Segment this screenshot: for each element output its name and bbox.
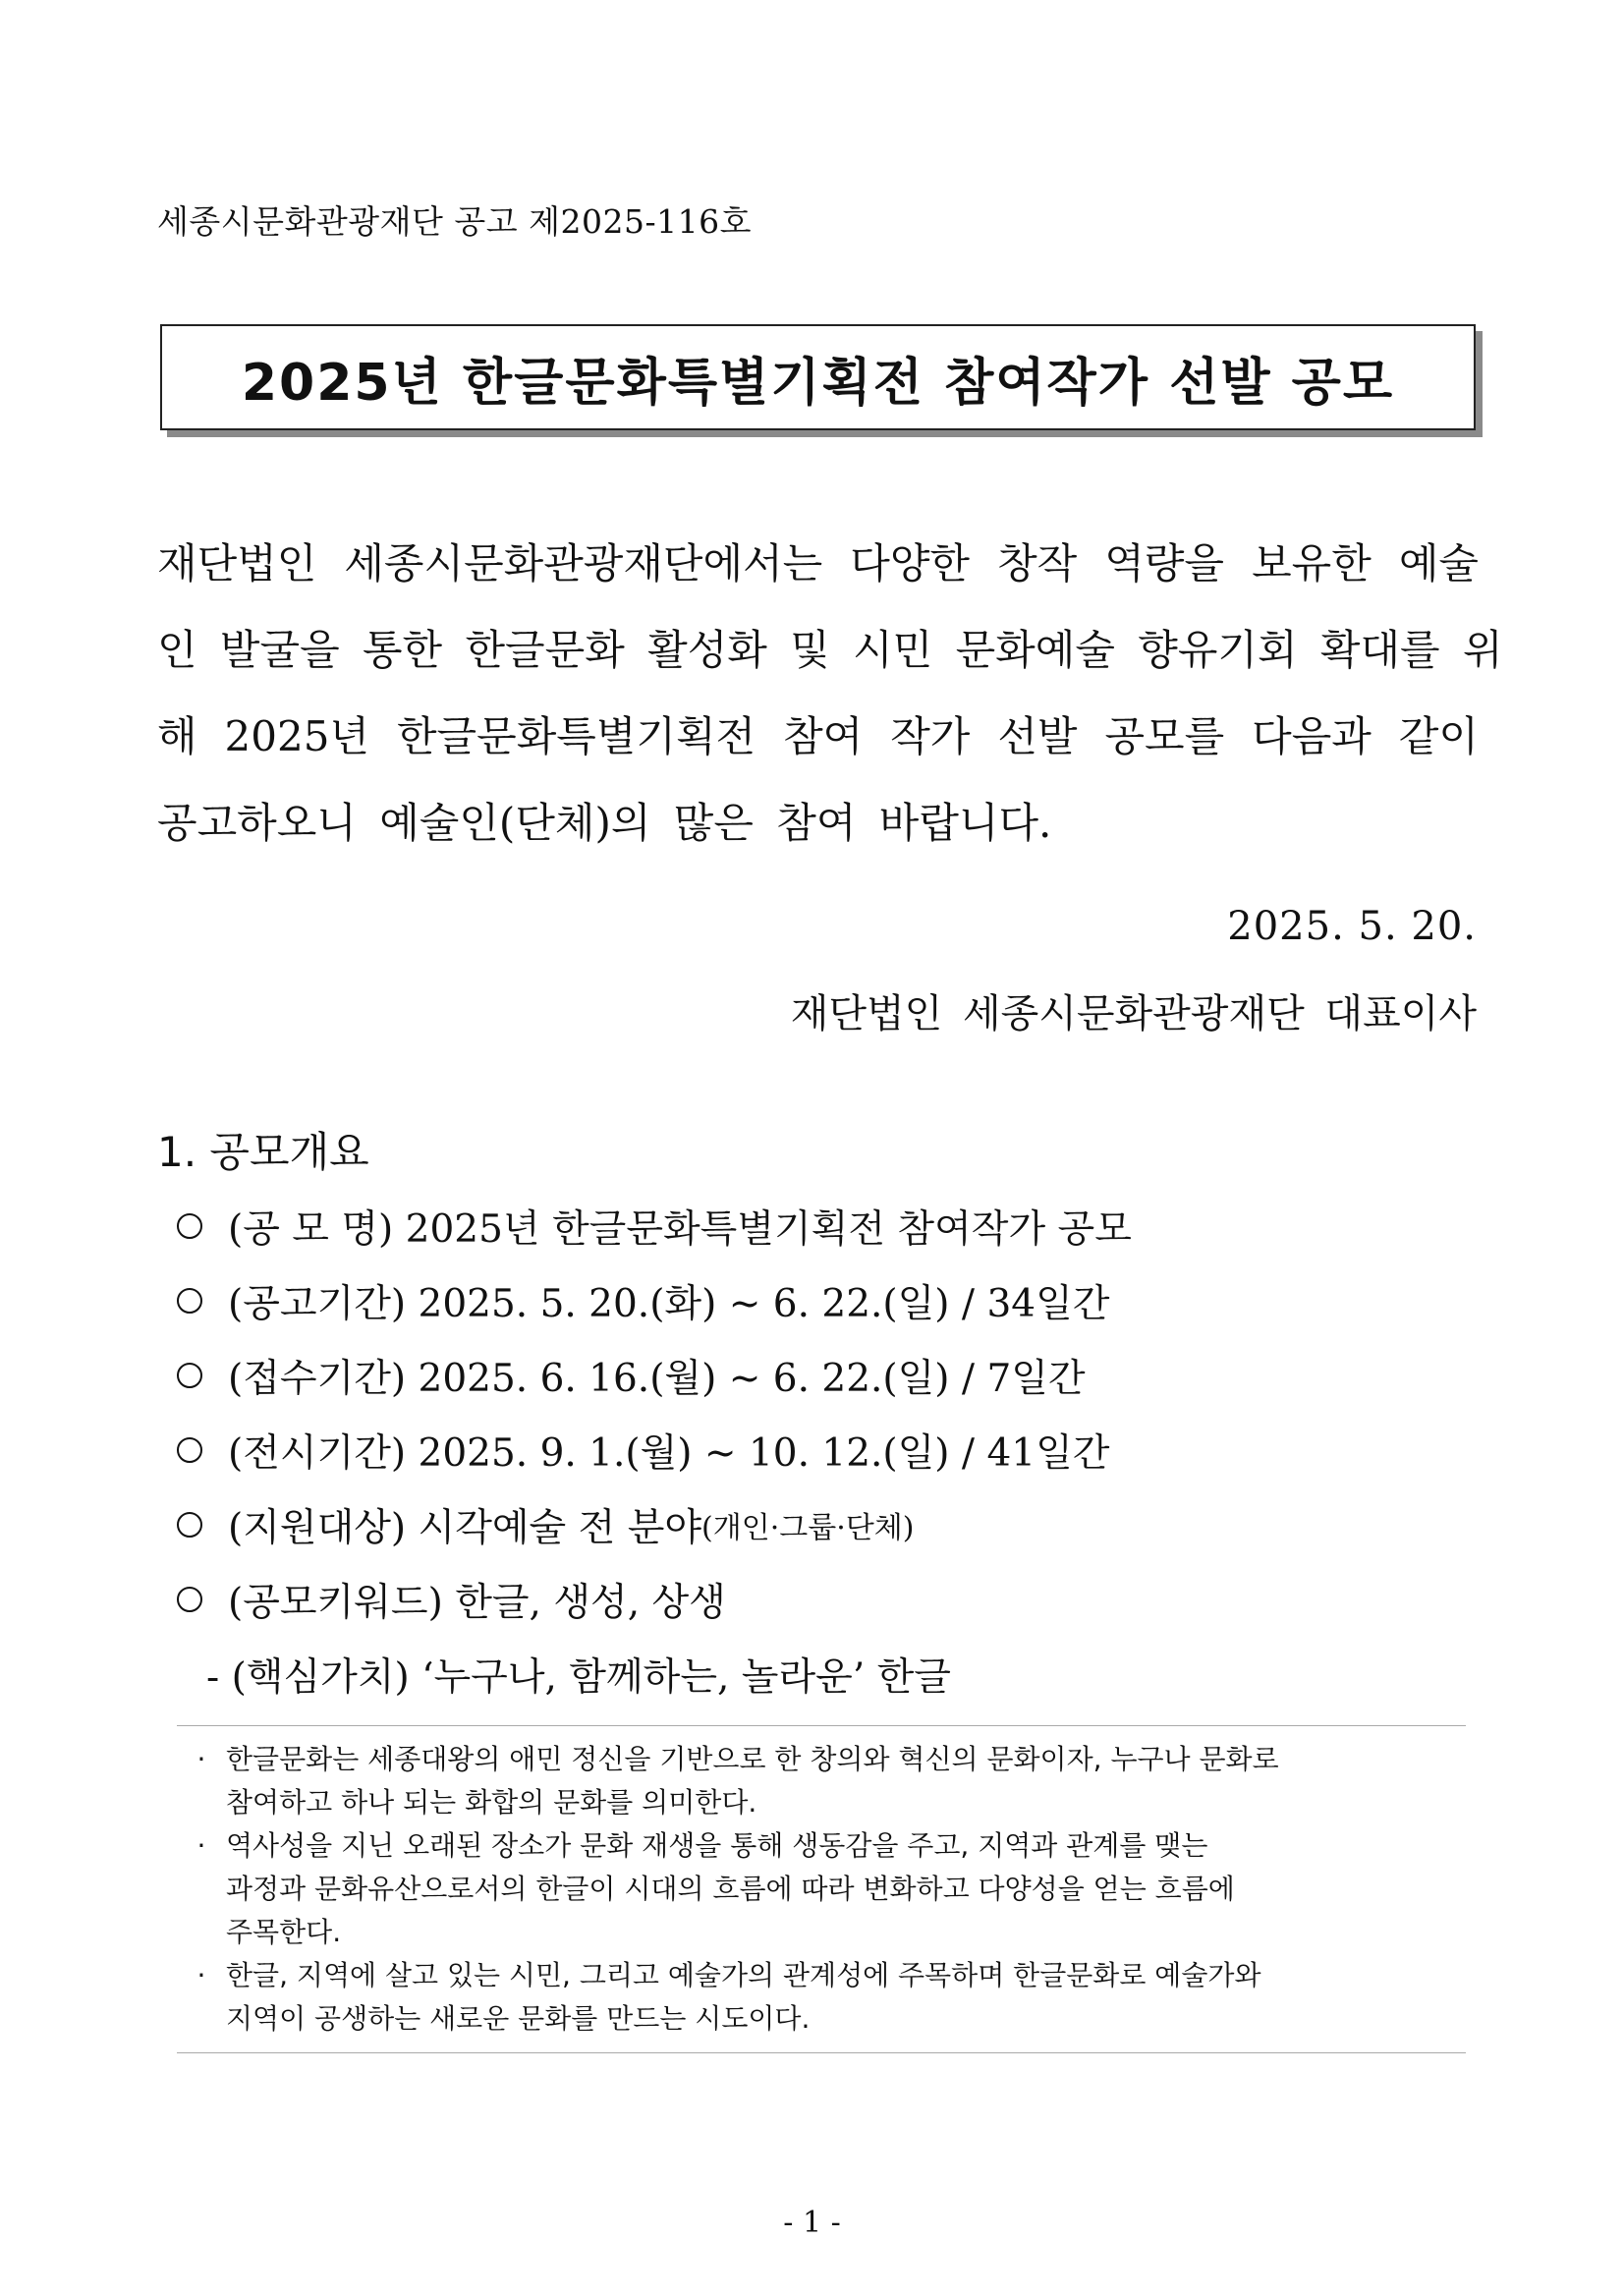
circle-bullet-icon xyxy=(177,1288,202,1314)
note-line: 역사성을 지닌 오래된 장소가 문화 재생을 통해 생동감을 주고, 지역과 관계를 맺는 xyxy=(226,1829,1208,1862)
list-item-text: (접수기간) 2025. 6. 16.(월) ~ 6. 22.(일) / 7일간 xyxy=(228,1357,1086,1401)
note-line: 참여하고 하나 되는 화합의 문화를 의미한다. xyxy=(226,1786,757,1819)
list-item-text: (공모키워드) 한글, 생성, 상생 xyxy=(228,1581,726,1625)
dot-bullet-icon: · xyxy=(196,1743,206,1775)
list-item xyxy=(177,1189,1474,1263)
circle-bullet-icon xyxy=(177,1437,202,1463)
list-item xyxy=(177,1263,1474,1338)
intro-line: 해 2025년 한글문화특별기획전 참여 작가 선발 공모를 다음과 같이 xyxy=(157,712,1479,760)
notice-number: 세종시문화관광재단 공고 제2025-116호 xyxy=(157,202,753,241)
note-item xyxy=(177,1824,1466,1954)
note-line: 한글문화는 세종대왕의 애민 정신을 기반으로 한 창의와 혁신의 문화이자, 누구나 문화로 xyxy=(226,1743,1279,1775)
announcement-date: 2025. 5. 20. xyxy=(1227,904,1477,949)
note-item xyxy=(177,1954,1466,2041)
intro-paragraph xyxy=(157,521,1503,867)
title-box xyxy=(160,324,1476,430)
circle-bullet-icon xyxy=(177,1587,202,1612)
dot-bullet-icon: · xyxy=(196,1959,206,1991)
circle-bullet-icon xyxy=(177,1512,202,1538)
note-line: 과정과 문화유산으로서의 한글이 시대의 흐름에 따라 변화하고 다양성을 얻는 흐름에 xyxy=(226,1873,1235,1905)
note-item xyxy=(177,1738,1466,1824)
intro-line: 공고하오니 예술인(단체)의 많은 참여 바랍니다. xyxy=(157,799,1052,847)
issuer: 재단법인 세종시문화관광재단 대표이사 xyxy=(790,991,1477,1036)
list-item xyxy=(177,1338,1474,1413)
circle-bullet-icon xyxy=(177,1363,202,1388)
list-item xyxy=(177,1413,1474,1487)
overview-list xyxy=(177,1189,1474,1711)
list-item-text: (지원대상) 시각예술 전 분야 xyxy=(228,1506,702,1550)
list-item-text: (공 모 명) 2025년 한글문화특별기획전 참여작가 공모 xyxy=(228,1207,1132,1252)
dot-bullet-icon: · xyxy=(196,1829,206,1862)
note-line: 한글, 지역에 살고 있는 시민, 그리고 예술가의 관계성에 주목하며 한글문화로 예술가와 xyxy=(226,1959,1261,1991)
document-title: 2025년 한글문화특별기획전 참여작가 선발 공모 xyxy=(241,353,1395,413)
circle-bullet-icon xyxy=(177,1213,202,1239)
intro-line: 인 발굴을 통한 한글문화 활성화 및 시민 문화예술 향유기회 확대를 위 xyxy=(157,626,1503,674)
list-item-text: (공고기간) 2025. 5. 20.(화) ~ 6. 22.(일) / 34일간 xyxy=(228,1282,1110,1326)
section-title: 1. 공모개요 xyxy=(157,1128,369,1176)
intro-line: 재단법인 세종시문화관광재단에서는 다양한 창작 역량을 보유한 예술 xyxy=(157,539,1479,588)
note-line: 주목한다. xyxy=(226,1916,342,1948)
list-item xyxy=(177,1562,1474,1637)
list-item xyxy=(177,1487,1474,1562)
list-item-note: (개인·그룹·단체) xyxy=(701,1511,915,1545)
notes-box xyxy=(177,1725,1466,2053)
page-number: - 1 - xyxy=(783,2206,841,2240)
sub-list-item: - (핵심가치) ‘누구나, 함께하는, 놀라운’ 한글 xyxy=(206,1655,951,1700)
list-item-text: (전시기간) 2025. 9. 1.(월) ~ 10. 12.(일) / 41일간 xyxy=(228,1431,1110,1476)
note-line: 지역이 공생하는 새로운 문화를 만드는 시도이다. xyxy=(226,2002,811,2035)
